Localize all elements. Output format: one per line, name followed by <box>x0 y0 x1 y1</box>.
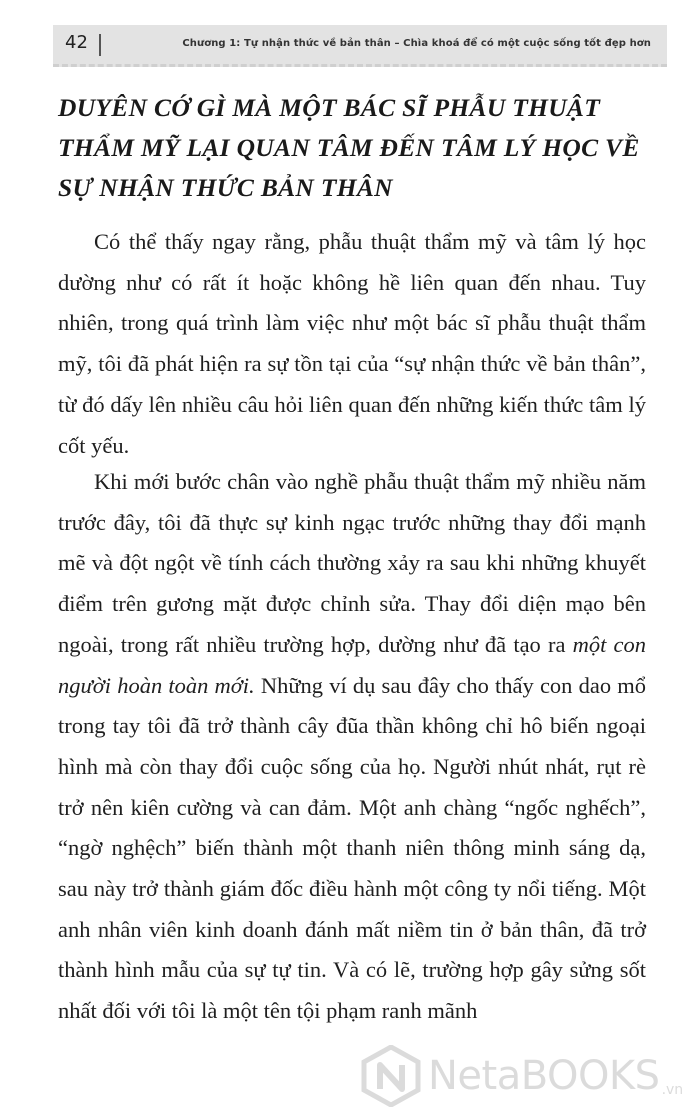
page-number: 42 <box>65 32 88 53</box>
paragraph-2-emphasis: một con người hoàn toàn mới. <box>58 631 646 698</box>
paragraph-2-text-after: Những ví dụ sau đây cho thấy con dao mổ trong tay tôi đã trở thành cây đũa thần không chỉ hô biến ngoại hình mà còn thay đổi cuộc sống của họ. Người nhút nhát, rụt rè trở nên kiên cường và can đảm. Một anh chàng “ngốc nghếch”, “ngờ nghệch” biến thành một thanh niên thông minh sáng dạ, sau này trở thành giám đốc điều hành một công ty nổi tiếng. Một anh nhân viên kinh doanh đánh mất niềm tin ở bản thân, đã trở thành hình mẫu của sự tự tin. Và có lẽ, trường hợp gây sửng sốt nhất đối với tôi là một tên tội phạm ranh mãnh <box>58 672 647 1024</box>
watermark-brand: NetaBOOKS <box>428 1053 660 1099</box>
paragraph-2-text-before: Khi mới bước chân vào nghề phẫu thuật thẩm mỹ nhiều năm trước đây, tôi đã thực sự kinh ngạc trước những thay đổi mạnh mẽ và đột ngột về tính cách thường xảy ra sau khi những khuyết điểm trên gương mặt được chỉnh sửa. Thay đổi diện mạo bên ngoài, trong rất nhiều trường hợp, dường như đã tạo ra <box>58 469 646 657</box>
watermark <box>360 1040 683 1112</box>
running-head: Chương 1: Tự nhận thức về bản thân – Chìa khoá để có một cuộc sống tốt đẹp hơn <box>182 38 651 49</box>
paragraph-2 <box>58 462 646 1032</box>
netabooks-n-logo-icon <box>360 1045 422 1107</box>
section-title: DUYÊN CỚ GÌ MÀ MỘT BÁC SĨ PHẪU THUẬT THẨM MỸ LẠI QUAN TÂM ĐẾN TÂM LÝ HỌC VỀ SỰ NHẬN THỨC BẢN THÂN <box>58 93 640 202</box>
paragraph-1: Có thể thấy ngay rằng, phẫu thuật thẩm mỹ và tâm lý học dường như có rất ít hoặc không hề liên quan đến nhau. Tuy nhiên, trong quá trình làm việc như một bác sĩ phẫu thuật thẩm mỹ, tôi đã phát hiện ra sự tồn tại của “sự nhận thức về bản thân”, từ đó dấy lên nhiều câu hỏi liên quan đến những kiến thức tâm lý cốt yếu. <box>58 229 646 458</box>
watermark-suffix: .vn <box>661 1082 684 1098</box>
page-header <box>53 25 667 67</box>
header-separator <box>99 34 101 56</box>
